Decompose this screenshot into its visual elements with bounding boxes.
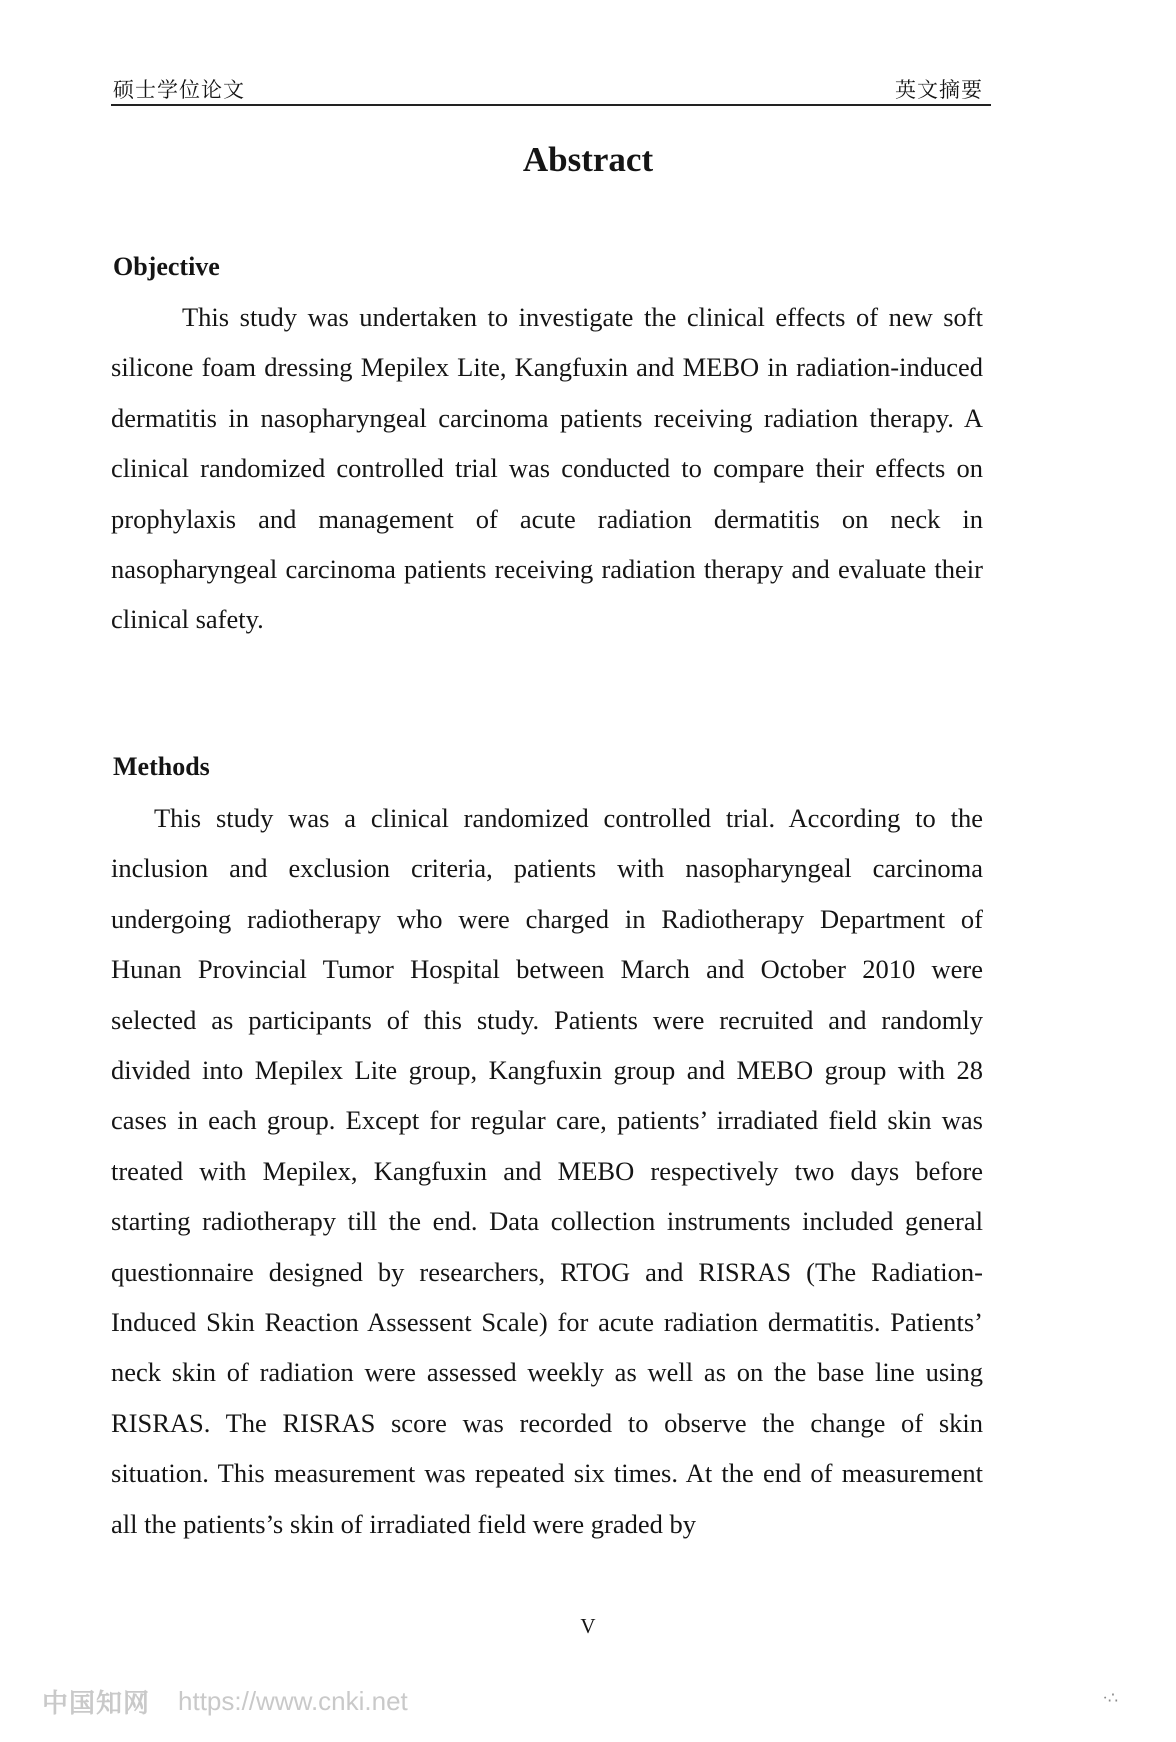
watermark-logo: 中国知网 (42, 1688, 151, 1718)
objective-heading: Objective (113, 252, 220, 281)
header-thesis-type: 硕士学位论文 (113, 78, 245, 102)
objective-paragraph: This study was undertaken to investigate the clinical effects of new soft silicone foam dressing Mepilex Lite, Kangfuxin and MEBO in radiation-induced dermatitis in nasopharyngeal carcinoma patients receiving radiation therapy. A clinical randomized controlled trial was conducted to compare their effects on prophylaxis and management of acute radiation dermatitis on neck in nasopharyngeal carcinoma patients receiving radiation therapy and evaluate their clinical safety. (111, 302, 983, 635)
corner-mark: ·∴ (1102, 1690, 1118, 1707)
methods-paragraph: This study was a clinical randomized controlled trial. According to the inclusion and exclusion criteria, patients with nasopharyngeal carcinoma undergoing radiotherapy who were charged in Radiotherapy Department of Hunan Provincial Tumor Hospital between March and October 2010 were selected as participants of this study. Patients were recruited and randomly divided into Mepilex Lite group, Kangfuxin group and MEBO group with 28 cases in each group. Except for regular care, patients’ irradiated field skin was treated with Mepilex, Kangfuxin and MEBO respectively two days before starting radiotherapy till the end. Data collection instruments included general questionnaire designed by researchers, RTOG and RISRAS (The Radiation-Induced Skin Reaction Assessent Scale) for acute radiation dermatitis. Patients’ neck skin of radiation were assessed weekly as well as on the base line using RISRAS. The RISRAS score was recorded to observe the change of skin situation. This measurement was repeated six times. At the end of measurement all the patients’s skin of irradiated field were graded by (111, 803, 983, 1539)
header-section-name: 英文摘要 (895, 78, 983, 102)
page-title: Abstract (522, 140, 654, 179)
methods-heading: Methods (113, 752, 210, 781)
watermark-url: https://www.cnki.net (178, 1686, 408, 1716)
header-divider (111, 104, 991, 106)
cnki-watermark (42, 1683, 408, 1720)
page-number: V (580, 1614, 596, 1638)
